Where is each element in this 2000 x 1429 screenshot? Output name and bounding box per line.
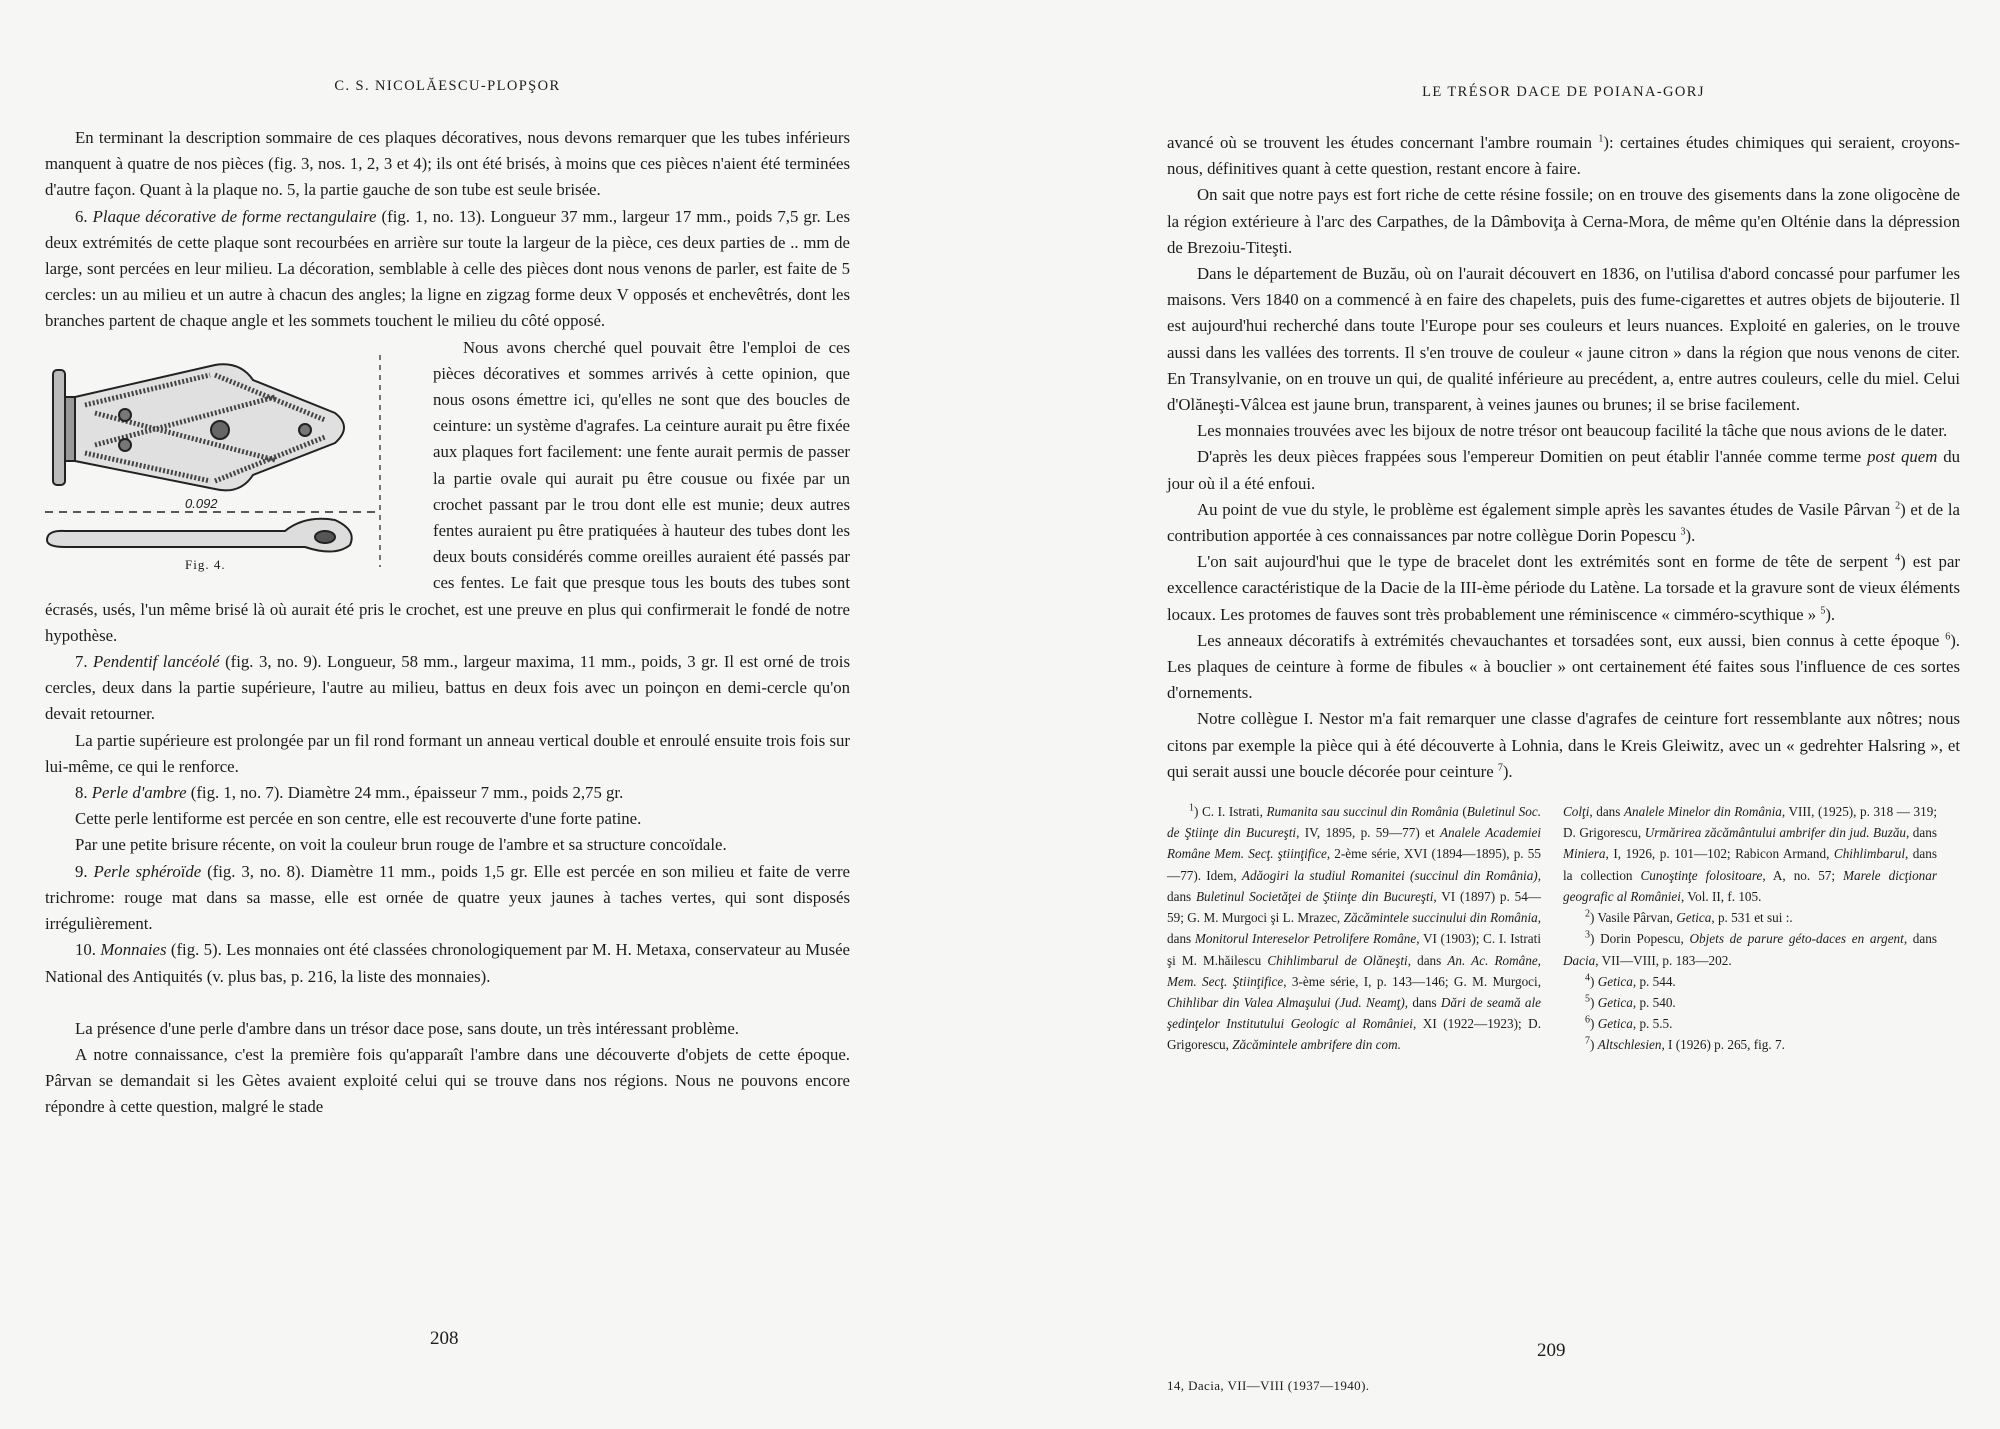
signature-line: 14, Dacia, VII—VIII (1937—1940). xyxy=(1167,1378,1370,1393)
paragraph: Les monnaies trouvées avec les bijoux de notre trésor ont beaucoup facilité la tâche que nous avions de le dater. xyxy=(1197,421,1948,441)
paragraph: 9. Perle sphéroïde (fig. 3, no. 8). Diamètre 11 mm., poids 1,5 gr. Elle est percée en son milieu et faite de verre trichrome: rouge mat dans sa masse, elle est ornée de quatre yeux jaunes à taches vertes, qui sont disposés irrégulièrement. xyxy=(45,861,850,934)
paragraph: avancé où se trouvent les études concernant l'ambre roumain $^1$): certaines études chimiques qui seraient, croyons-nous, définitives quant à cette question, restant encore à faire. xyxy=(1167,133,1960,179)
footnote: $^6$) Getica, p. 5.5. xyxy=(1585,1014,1673,1032)
page-209 xyxy=(1000,0,2000,1429)
footnote: $^1$) C. I. Istrati, Rumanita sau succinul din România (Buletinul Soc. de Ştiinţe din Bucureşti, IV, 1895, p. 59—77) et Analele Academiei Române Mem. Secţ. ştiinţifice, 2-ème série, XVI (1894—1895), p. 55—77). Idem, Adăogiri la studiul Romanitei (succinul din România), dans Buletinul Societăţei de Ştiinţe din Bucureşti, VI (1897) p. 54—59; G. M. Murgoci şi L. Mrazec, Zăcămintele succinului din România, dans Monitorul Intereselor Petrolifere Române, VI (1903); C. I. Istrati şi M. M.hăilescu Chihlimbarul de Olăneşti, dans An. Ac. Române, Mem. Secţ. Ştiinţifice, 3-ème série, I, p. 143—146; G. M. Murgoci, Chihlibar din Valea Almaşului (Jud. Neamţ), dans Dări de seamă ale şedinţelor Institutului Geologic al României, XI (1922—1923); D. Grigorescu, Zăcămintele ambrifere din com. xyxy=(1167,802,1542,1053)
paragraph: Notre collègue I. Nestor m'a fait remarquer une classe d'agrafes de ceinture fort ressemblante aux nôtres; nous citons par exemple la pièce qui à été découverte à Lohnia, dans le Kreis Gleiwitz, avec un « gedrehter Halsring », et qui serait aussi une boucle décorée pour ceinture $^7$). xyxy=(1167,709,1960,781)
footnote: $^2$) Vasile Pârvan, Getica, p. 531 et sui :. xyxy=(1585,908,1793,926)
paragraph: Par une petite brisure récente, on voit la couleur brun rouge de l'ambre et sa structure concoïdale. xyxy=(75,835,727,855)
footnotes xyxy=(1167,801,1960,1055)
running-head: LE TRÉSOR DACE DE POIANA-GORJ xyxy=(1422,84,1705,100)
paragraph: Cette perle lentiforme est percée en son centre, elle est recouverte d'une forte patine. xyxy=(75,809,642,829)
footnote: Colţi, dans Analele Minelor din România, VIII, (1925), p. 318 — 319; D. Grigorescu, Urmărirea zăcământului ambrifer din jud. Buzău, dans Miniera, I, 1926, p. 101—102; Rabicon Armand, Chihlimbarul, dans la collection Cunoştinţe folositoare, A, no. 57; Marele dicţionar geografic al României, Vol. II, f. 105. xyxy=(1563,804,1937,904)
figure-4 xyxy=(35,335,425,585)
paragraph: La partie supérieure est prolongée par un fil rond formant un anneau vertical double et enroulé ensuite trois fois sur lui-même, ce qui le renforce. xyxy=(45,730,850,776)
paragraph: La présence d'une perle d'ambre dans un trésor dace pose, sans doute, un très intéressant problème. xyxy=(75,1018,740,1038)
right-body-text xyxy=(1167,130,1960,785)
footnotes-column-left xyxy=(1167,801,1541,1055)
paragraph: Au point de vue du style, le problème est également simple après les savantes études de Vasile Pârvan $^2$) et de la contribution apportée à ces connaissances par notre collègue Dorin Popescu $^3$). xyxy=(1167,499,1960,546)
footnote: $^7$) Altschlesien, I (1926) p. 265, fig. 7. xyxy=(1585,1035,1785,1053)
paragraph: 6. Plaque décorative de forme rectangulaire (fig. 1, no. 13). Longueur 37 mm., largeur 17 mm., poids 7,5 gr. Les deux extrémités de cette plaque sont recourbées en arrière sur toute la largeur de la pièce, ces deux parties de .. mm de large, sont percées en leur milieu. La décoration, semblable à celle des pièces dont nous venons de parler, est faite de 5 cercles: un au milieu et un autre à chacun des angles; la ligne en zigzag forme deux V opposés et enchevêtrés, dont les branches partent de chaque angle et les sommets touchent le milieu du côté opposé. xyxy=(45,206,850,331)
paragraph: Dans le département de Buzău, où on l'aurait découvert en 1836, on l'utilisa d'abord concassé pour parfumer les maisons. Vers 1840 on a commencé à en faire des chapelets, puis des fume-cigarettes et autres objets de bijouterie. Il est aujourd'hui recherché dans toute l'Europe pour ses couleurs et leurs nuances. Exploité en galeries, on le trouve aussi dans les vallées des torrents. Il s'en trouve de couleur « jaune citron » dans la région que nous venons de citer. En Transylvanie, on en trouve un qui, de qualité inférieure au precédent, a, entre autres couleurs, celle du miel. Celui d'Olăneşti-Vâlcea est jaune brun, transparent, à veines jaunes ou brunes; il se brise facilement. xyxy=(1167,264,1960,415)
paragraph: 7. Pendentif lancéolé (fig. 3, no. 9). Longueur, 58 mm., largeur maxima, 11 mm., poids, 3 gr. Il est orné de trois cercles, deux dans la partie supérieure, l'autre au milieu, battus en deux fois avec un poinçon en demi-cercle qu'on devait retourner. xyxy=(45,652,850,724)
left-body-text xyxy=(45,125,850,1121)
paragraph: 8. Perle d'ambre (fig. 1, no. 7). Diamètre 24 mm., épaisseur 7 mm., poids 2,75 gr. xyxy=(75,783,624,803)
paragraph: On sait que notre pays est fort riche de cette résine fossile; on en trouve des gisements dans la zone oligocène de la région extérieure à l'arc des Carpathes, de la Dâmboviţa à Cerna-Mora, de même qu'en Olténie dans la dépression de Brezoiu-Titeşti. xyxy=(1167,185,1960,257)
figure-caption: Fig. 4. xyxy=(185,556,226,572)
belt-plaque-drawing xyxy=(35,335,425,585)
paragraph: 10. Monnaies (fig. 5). Les monnaies ont été classées chronologiquement par M. H. Metaxa, conservateur au Musée National des Antiquités (v. plus bas, p. 216, la liste des monnaies). xyxy=(45,940,851,986)
footnote: $^5$) Getica, p. 540. xyxy=(1585,993,1676,1010)
paragraph: D'après les deux pièces frappées sous l'empereur Domitien on peut établir l'année comme terme post quem du jour où il a été enfoui. xyxy=(1167,447,1960,493)
footnote: $^4$) Getica, p. 544. xyxy=(1585,972,1676,989)
paragraph: Nous avons cherché quel pouvait être l'emploi de ces pièces décoratives et sommes arrivés à cette opinion, que nous osons émettre ici, qu'elles ne sont que des boucles de ceinture: un système d'agrafes. La ceinture aurait pu être fixée aux plaques fort facilement: une fente aurait permis de passer la partie ovale qui aurait pu être cousue ou fixée par un crochet passant par le trou dont elle est munie; deux autres fentes auraient pu être pratiquées à hauteur des tubes dont les deux bouts considérés comme oreilles auraient été passés par ces fentes. Le fait que presque tous les bouts des tubes sont écrasés, usés, l'un même brisé là où aurait été pris le crochet, est une preuve en plus qui confirmerait le fondé de notre hypothèse. xyxy=(45,337,850,645)
paragraph: En terminant la description sommaire de ces plaques décoratives, nous devons remarquer que les tubes inférieurs manquent à quatre de nos pièces (fig. 3, nos. 1, 2, 3 et 4); ils ont été brisés, à moins que ces pièces n'aient été terminées d'autre façon. Quant à la plaque no. 5, la partie gauche de son tube est seule brisée. xyxy=(45,128,850,200)
paragraph: A notre connaissance, c'est la première fois qu'apparaît l'ambre dans une découverte d'objets de cette époque. Pârvan se demandait si les Gètes avaient exploité celui qui se trouve dans nos régions. Nous ne pouvons encore répondre à cette question, malgré le stade xyxy=(45,1044,850,1117)
footnotes-column-right xyxy=(1563,801,1937,1055)
page-number: 209 xyxy=(1537,1340,1566,1361)
paragraph: Les anneaux décoratifs à extrémités chevauchantes et torsadées sont, eux aussi, bien connus à cette époque $^6$). Les plaques de ceinture à forme de fibules « à bouclier » ont certainement été faites sous l'influence de ces sortes d'ornements. xyxy=(1167,630,1960,703)
dimension-label: 0.092 xyxy=(185,495,218,511)
running-head: C. S. NICOLĂESCU-PLOPŞOR xyxy=(334,78,561,94)
footnote: $^3$) Dorin Popescu, Objets de parure géto-daces en argent, dans Dacia, VII—VIII, p. 183—202. xyxy=(1563,929,1937,968)
paragraph: L'on sait aujourd'hui que le type de bracelet dont les extrémités sont en forme de tête de serpent $^4$) est par excellence caractéristique de la Dacie de la III-ème période du Latène. La torsade et la gravure sont de vieux éléments locaux. Les protomes de fauves sont très probablement une réminiscence « cimméro-scythique » $^5$). xyxy=(1167,552,1960,624)
paragraph-gap xyxy=(45,990,850,1016)
page-number: 208 xyxy=(430,1328,459,1349)
